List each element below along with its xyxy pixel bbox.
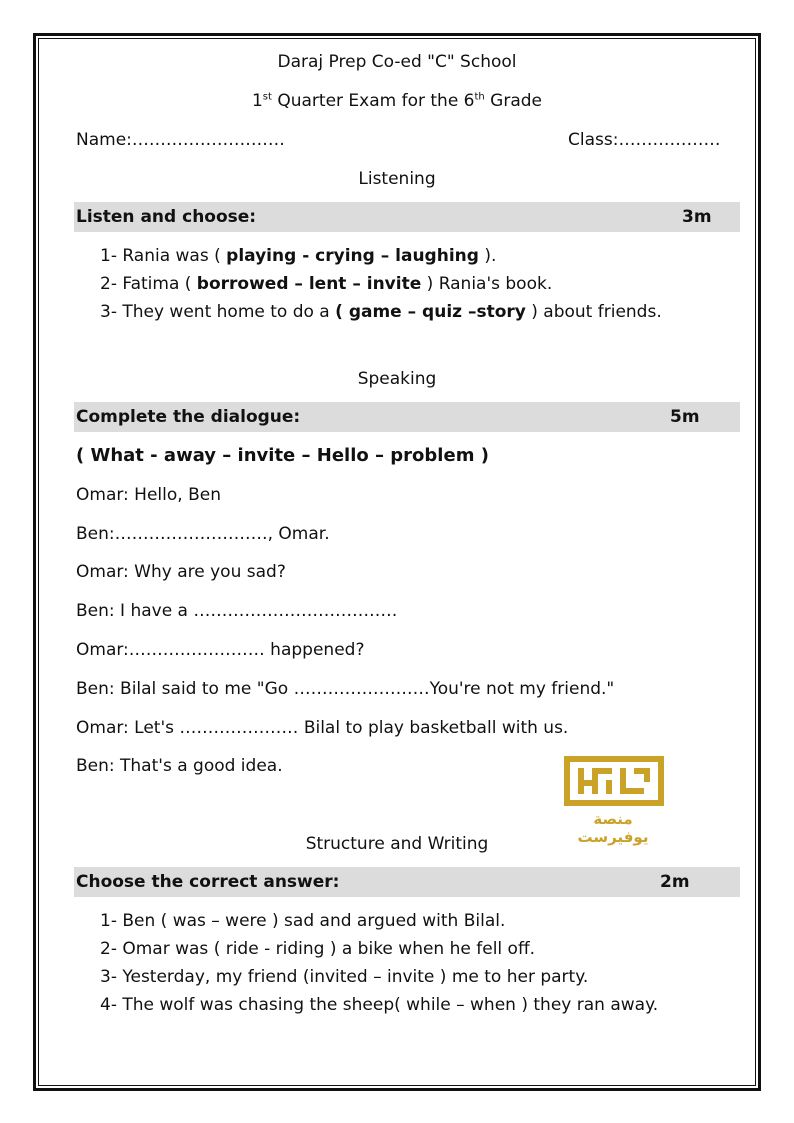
listening-bar <box>74 202 740 232</box>
structure-heading: Structure and Writing <box>305 834 489 854</box>
exam-title: 1st Quarter Exam for the 6th Grade <box>251 91 543 111</box>
structure-item: 1- Ben ( was – were ) sad and argued with Bilal. <box>100 911 506 931</box>
dialogue-line: Ben: I have a ……………………………… <box>76 601 398 621</box>
listening-marks: 3m <box>682 207 712 227</box>
structure-bar <box>74 867 740 897</box>
speaking-bar <box>74 402 740 432</box>
listening-heading: Listening <box>358 169 436 189</box>
dialogue-line: Ben:………………………, Omar. <box>76 524 330 544</box>
structure-item: 4- The wolf was chasing the sheep( while – when ) they ran away. <box>100 995 659 1015</box>
listening-q2: 2- Fatima ( borrowed – lent – invite ) Rania's book. <box>100 274 553 294</box>
logo-mark-icon <box>558 752 668 808</box>
school-name: Daraj Prep Co-ed "C" School <box>277 52 517 72</box>
speaking-instruction: Complete the dialogue: <box>76 407 301 427</box>
dialogue-line: Ben: Bilal said to me "Go ……………………You're not my friend." <box>76 679 615 699</box>
listening-q1: 1- Rania was ( playing - crying – laughing ). <box>100 246 497 266</box>
speaking-heading: Speaking <box>357 369 437 389</box>
dialogue-line: Omar: Let's ………………… Bilal to play basketball with us. <box>76 718 569 738</box>
listening-instruction: Listen and choose: <box>76 207 257 227</box>
name-field: Name:……………………… <box>76 130 285 150</box>
dialogue-line: Omar: Hello, Ben <box>76 485 221 505</box>
structure-marks: 2m <box>660 872 690 892</box>
dialogue-line: Omar:…………………… happened? <box>76 640 365 660</box>
structure-instruction: Choose the correct answer: <box>76 872 340 892</box>
platform-logo <box>558 752 668 846</box>
structure-item: 2- Omar was ( ride - riding ) a bike when he fell off. <box>100 939 536 959</box>
word-bank: ( What - away – invite – Hello – problem ) <box>76 445 489 466</box>
speaking-marks: 5m <box>670 407 700 427</box>
listening-q3: 3- They went home to do a ( game – quiz –story ) about friends. <box>100 302 662 322</box>
class-field: Class:……………… <box>568 130 721 150</box>
structure-item: 3- Yesterday, my friend (invited – invite ) me to her party. <box>100 967 589 987</box>
dialogue-line: Omar: Why are you sad? <box>76 562 286 582</box>
dialogue-line: Ben: That's a good idea. <box>76 756 283 776</box>
logo-caption: منصة يوفيرست <box>577 810 649 846</box>
